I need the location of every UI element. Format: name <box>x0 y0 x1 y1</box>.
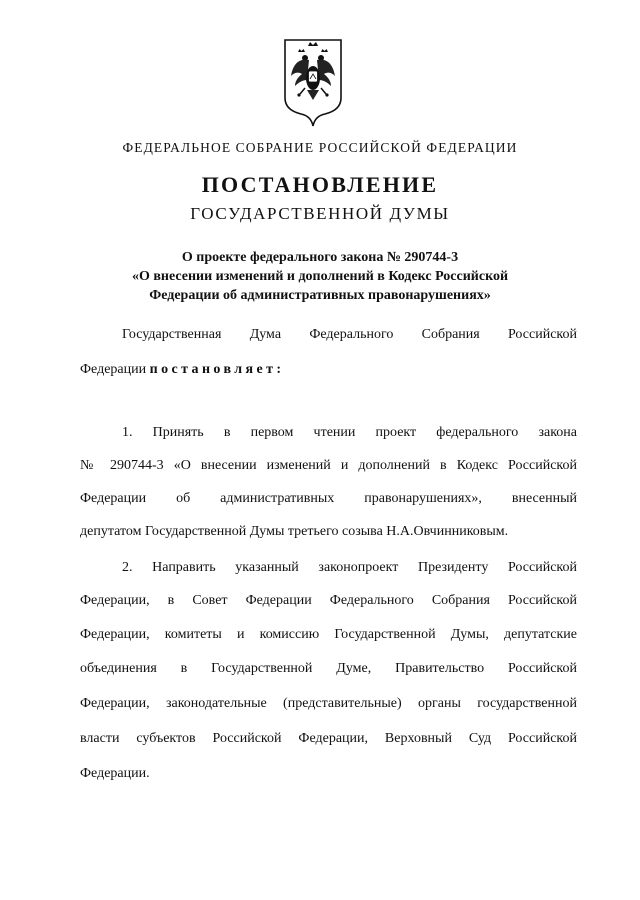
issuing-body: ФЕДЕРАЛЬНОЕ СОБРАНИЕ РОССИЙСКОЙ ФЕДЕРАЦИИ <box>122 140 518 155</box>
preamble-subject: Федерации <box>80 362 147 377</box>
item2-line: Федерации, в Совет Федерации Федерального Собрания Российской <box>80 593 577 608</box>
bill-heading-line: О проекте федерального закона № 290744-3 <box>181 250 459 265</box>
item2-line: Федерации. <box>80 766 150 781</box>
bill-heading-line: Федерации об административных правонарушениях» <box>149 288 491 303</box>
bill-heading-line: «О внесении изменений и дополнений в Кодекс Российской <box>131 269 509 284</box>
bill-heading <box>0 248 640 305</box>
document-subtitle: ГОСУДАРСТВЕННОЙ ДУМЫ <box>190 204 450 223</box>
item1-line: № 290744-3 «О внесении изменений и дополнений в Кодекс Российской <box>80 458 577 473</box>
item1-line: Федерации об административных правонарушениях», внесенный <box>80 491 577 506</box>
item1-line: депутатом Государственной Думы третьего созыва Н.А.Овчинниковым. <box>80 524 509 539</box>
preamble-line <box>80 360 577 380</box>
item2-line: Федерации, комитеты и комиссию Государственной Думы, депутатские <box>80 627 577 642</box>
item2-line: Федерации, законодательные (представительные) органы государственной <box>80 696 577 711</box>
item2-line: 2. Направить указанный законопроект Президенту Российской <box>122 560 577 575</box>
item2-line: власти субъектов Российской Федерации, Верховный Суд Российской <box>80 731 577 746</box>
preamble-line: Государственная Дума Федерального Собрания Российской <box>122 327 577 342</box>
coat-of-arms-emblem <box>281 36 345 128</box>
document-title: ПОСТАНОВЛЕНИЕ <box>201 172 439 197</box>
item1-line: 1. Принять в первом чтении проект федерального закона <box>122 425 577 440</box>
item2-line: объединения в Государственной Думе, Правительство Российской <box>80 661 577 676</box>
resolves-word: постановляет: <box>149 362 285 377</box>
